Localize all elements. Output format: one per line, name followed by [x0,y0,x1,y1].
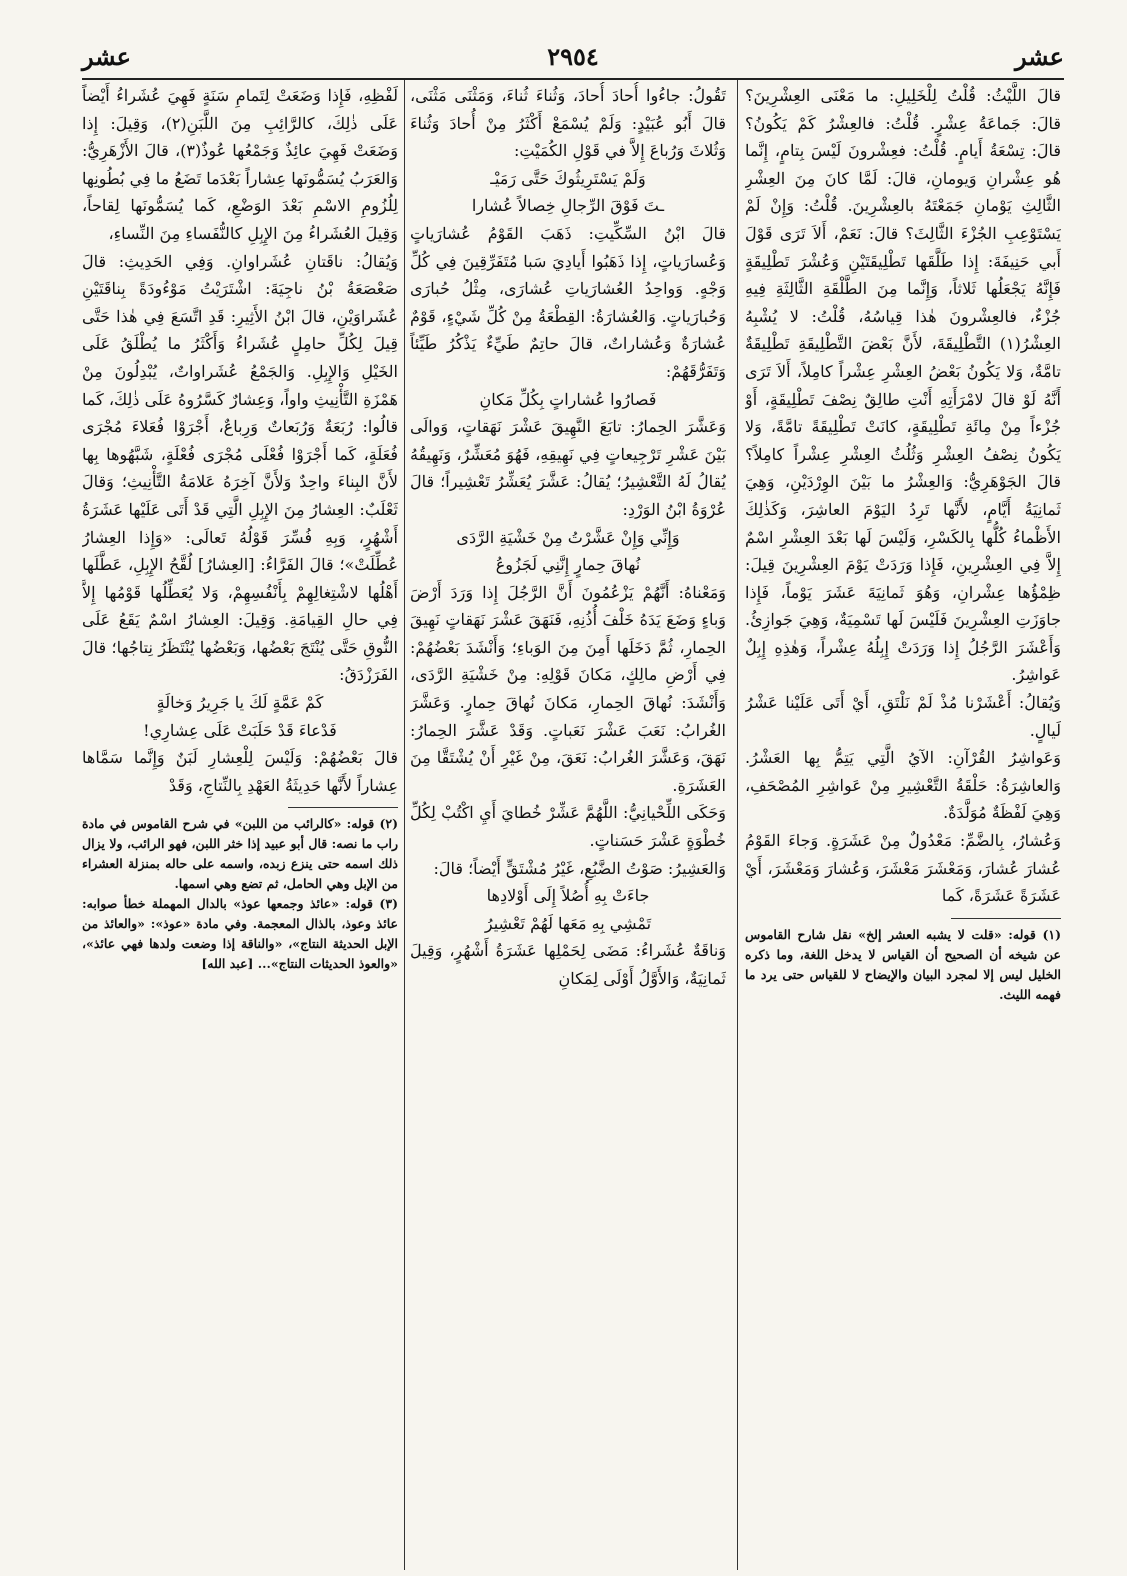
column-divider-right [737,80,738,1570]
footnote-rule [288,807,398,808]
paragraph: وَحَكَى اللِّحْيانِيُّ: اللَّهُمَّ عَشِّرْ خُطايَ أَيِ اكْتُبْ لِكُلِّ خُطْوَةٍ عَشْرَ حَسَناتٍ. [410,803,726,851]
paragraph: تَقُولُ: جاءُوا أُحادَ أُحادَ، وَثُناءَ ثُناءَ، وَمَثْنَى مَثْنَى، قالَ أَبُو عُبَيْدٍ: وَلَمْ يُسْمَعْ أَكْثَرُ مِنْ أُحادَ وَثُناءَ وَثُلاثَ وَرُباعَ إِلاَّ في قَوْلِ الكُمَيْتِ: [410,86,726,161]
paragraph: قالَ ابْنُ السِّكِّيتِ: ذَهَبَ القَوْمُ عُشارَياتٍ وَعُسارَياتٍ، إِذا ذَهَبُوا أَيادِيَ سَبا مُتَفَرِّقِينَ فِي كُلِّ وَجْهٍ. وَواحِدُ العُشارَياتِ عُشارَى، مِثْلُ حُبارَى وَحُبارَياتٍ. وَالعُشارَةُ: القِطْعَةُ مِنْ كُلِّ شَيْءٍ، قَوْمٌ عُشارَةٌ وَعُشاراتٌ، قالَ حاتِمٌ طَيِّءٌ يَذْكُرُ طَيِّئاً وَتَفَرُّقَهُمْ: [410,223,726,381]
paragraph: قالَ بَعْضُهُمْ: وَلَيْسَ لِلْعِشارِ لَبَنٌ وَإِنَّما سَمَّاها عِشاراً لأَنَّها حَدِيثَةُ العَهْدِ بِالنِّتاجِ، وَقَدْ [82,748,398,795]
paragraph: وَالعَشِيرُ: صَوْتُ الضَّبُعِ، غَيْرُ مُشْتَقٍّ أَيْضاً؛ قالَ: [433,858,726,878]
paragraph: وَعَواشِرُ القُرْآنِ: الآيُ الَّتِي يَتِمُّ بِها العَشْرُ. وَالعاشِرَةُ: حَلْقَةُ التَّعْشِيرِ مِنْ عَواشِرِ المُصْحَفِ، وَهِيَ لَفْظَةٌ مُوَلَّدَةٌ. [745,748,1061,823]
column-right [745,82,1061,1566]
paragraph: وَعَشَّرَ الحِمارُ: تابَعَ النَّهِيقَ عَشْرَ نَهَقاتٍ، وَوالَى بَيْنَ عَشْرِ تَرْجِيعاتٍ فِي نَهِيقِهِ، فَهُوَ مُعَشِّرٌ، وَنَهِيقُهُ يُقالُ لَهُ التَّعْشِيرُ؛ يُقالُ: عَشَّرَ يُعَشِّرُ تَعْشِيراً؛ قالَ عُرْوَةُ ابْنُ الوَرْدِ: [410,417,726,519]
verse-line: وَلَمْ يَسْتَرِيثُوكَ حَتَّى رَمَيْـ [490,168,646,188]
page-number: ٢٩٥٤ [547,42,599,71]
footnote: (٣) قوله: «عائذ وجمعها عوذ» بالدال المهملة خطأ صوابه: عائذ وعوذ، بالذال المعجمة. وفي مادة «عوذ»: «والعائذ من الإبل الحديثة النتاج»، «والناقة إذا وضعت ولدها فهي عائذ»، «والعوذ الحديثات النتاج»... [عبد الله] [82,896,398,972]
paragraph: وَيُقالُ: أَعْشَرْنا مُذْ لَمْ نَلْتَقِ، أَيْ أَتَى عَلَيْنا عَشْرُ لَيالٍ. [745,693,1061,740]
footnote: (٢) قوله: «كالرائب من اللبن» في شرح القاموس في مادة راب ما نصه: قال أبو عبيد إذا خثر اللبن، فهو الرائب، ولا يزال ذلك اسمه حتى ينزع زبده، واسمه على حاله بمنزلة العشراء من الإبل وهي الحامل، ثم تضع وهي اسمها. [82,816,398,892]
paragraph: لَفْظِهِ، فَإِذا وَضَعَتْ لِتَمامِ سَنَةٍ فَهِيَ عُشَراءُ أَيْضاً عَلَى ذٰلِكَ، كالرَّائِبِ مِنَ اللَّبَنِ(٢)، وَقِيلَ: إِذا وَضَعَتْ فَهِيَ عائِذٌ وَجَمْعُها عُوذٌ(٣)، قالَ الأَزْهَرِيُّ: وَالعَرَبُ يُسَمُّونَها عِشاراً بَعْدَما تَضَعُ ما فِي بُطُونِها لِلُزُومِ الاسْمِ بَعْدَ الوَضْعِ، كَما يُسَمُّونَها لِقاحاً، وَقِيلَ العُشَراءُ مِنَ الإِبِلِ كالنُّفَساءِ مِنَ النِّساءِ، [82,86,398,243]
footnote-rule [951,918,1061,919]
column-middle [410,82,726,1566]
header-keyword-right: عشر [1015,42,1064,71]
verse-line: وَإِنِّي وَإِنْ عَشَّرْتُ مِنْ خَشْيَةِ الرَّدَى [456,527,680,547]
column-left [82,82,398,1566]
paragraph: وَعُشارُ، بِالضَّمِّ: مَعْدُولٌ مِنْ عَشَرَةٍ. وَجاءَ القَوْمُ عُشارَ عُشارَ، وَمَعْشَرَ مَعْشَرَ، وَعُشارَ وَمَعْشَرَ، أَيْ عَشَرَةً عَشَرَةً، كَما [745,831,1061,906]
verse-line: فَدْعاءَ قَدْ حَلَبَتْ عَلَى عِشارِي! [143,720,337,740]
header-keyword-left: عشر [82,42,131,71]
column-divider-left [404,80,405,1570]
verse-line: كَمْ عَمَّةٍ لَكَ يا جَرِيرُ وَخالَةٍ [156,693,324,713]
header-rule [82,78,1064,80]
paragraph: وَناقَةٌ عُشَراءُ: مَضَى لِحَمْلِها عَشَرَةُ أَشْهُرٍ، وَقِيلَ ثَمانِيَةٌ، وَالأَوَّلُ أَوْلَى لِمَكانِ [410,941,726,988]
verse-line: فَصارُوا عُشاراتٍ بِكُلِّ مَكانِ [479,389,657,409]
paragraph: قالَ اللَّيْثُ: قُلْتُ لِلْخَلِيلِ: ما مَعْنَى العِشْرِينَ؟ قالَ: جَماعَةُ عِشْرٍ. قُلْتُ: فالعِشْرُ كَمْ يَكُونُ؟ قالَ: تِسْعَةُ أَيامٍ. قُلْتُ: فعِشْرونَ لَيْسَ بِتامٍ، إِنَّما هُو عِشْرانِ وَيومانِ، قالَ: لَمَّا كانَ مِنَ العِشْرِ الثَّالِثِ يَوْمانِ جَمَعْتَهُ بالعِشْرِينَ. قُلْتُ: وَإِنْ لَمْ يَسْتَوْعِبِ الجُزْءَ الثَّالِثَ؟ قالَ: نَعَمْ، أَلاَ تَرَى قَوْلَ أَبي حَنِيفَةَ: إِذا طَلَّقَها تَطْلِيقَتَيْنِ وَعُشْرَ تَطْلِيقَةٍ فَإِنَّهُ يَجْعَلُها ثَلاثاً، وَإِنَّما مِنَ الطَّلْقَةِ الثَّالِثَةِ فِيهِ جُزْءٌ، فالعِشْرونَ هٰذا قِياسُهُ، قُلْتُ: لا يُشْبِهُ العِشْرُ(١) التَّطْلِيقَةَ، لأَنَّ بَعْضَ التَّطْلِيقَةِ تَطْلِيقَةٌ تامَّةٌ، وَلا يَكُونُ بَعْضُ العِشْرِ عِشْراً كامِلاً، أَلاَ تَرَى أَنَّهُ لَوْ قالَ لامْرَأَتِهِ أَنْتِ طالِقٌ نِصْفَ تَطْلِيقَةٍ، أَوْ جُزْءاً مِنْ مِائَةِ تَطْلِيقَةٍ، كانَتْ تَطْلِيقَةً تامَّةً، وَلا يَكُونُ نِصْفُ العِشْرِ وَثُلُثُ العِشْرِ عِشْراً كامِلاً؟ قالَ الجَوْهَرِيُّ: وَالعِشْرُ ما بَيْنَ الوِرْدَيْنِ، وَهِيَ ثَمانِيَةُ أَيَّامٍ، لأَنَّها تَرِدُ اليَوْمَ العاشِرَ، وَكَذٰلِكَ الأَظْماءُ كُلُّها بِالكَسْرِ، وَلَيْسَ لَها بَعْدَ العِشْرِ اسْمٌ إِلاَّ فِي العِشْرِينِ، فَإِذا وَرَدَتْ يَوْمَ العِشْرِينَ قِيلَ: ظِمْؤُها عِشْرانِ، وَهُوَ ثَمانِيَةَ عَشَرَ يَوْماً، فَإِذا جاوَزَتِ العِشْرِينَ فَلَيْسَ لَها تَسْمِيَةٌ، وَهِيَ جَوازِئُ. وَأَعْشَرَ الرَّجُلُ إِذا وَرَدَتْ إِبِلُهُ عِشْراً، وَهٰذِهِ إِبِلٌ عَواشِرُ. [745,86,1061,685]
paragraph: وَيُقالُ: ناقَتانِ عُشَراوانِ. وَفِي الحَدِيثِ: قالَ صَعْصَعَةُ بْنُ ناجِيَةَ: اشْتَرَيْتُ مَوْءُودَةً بِناقَتَيْنِ عُشَراوَيْنِ، قالَ ابْنُ الأَثِيرِ: قَدِ اتَّسَعَ فِي هٰذا حَتَّى قِيلَ لِكُلِّ حامِلٍ عُشَراءُ وَأَكْثَرُ ما يُطْلَقُ عَلَى الخَيْلِ وَالإِبِلِ. وَالجَمْعُ عُشَراواتٌ، يُبْدِلُونَ مِنْ هَمْزَةِ التَّأْنِيثِ واواً، وَعِشارٌ كَسَّرُوهُ عَلَى ذٰلِكَ، كَما قالُوا: رُبَعَةٌ وَرُبَعاتٌ وَرِباعٌ، أَجْرَوْا فُعَلاءَ مُجْرَى فُعَلَةٍ، كَما أَجْرَوْا فُعْلَى مُجْرَى فُعْلَةٍ، شَبَّهُوها بِها لأَنَّ البِناءَ واحِدٌ وَلأَنَّ آخِرَهُ عَلامَةُ التَّأْنِيثِ؛ وَقالَ ثَعْلَبٌ: العِشارُ مِنَ الإِبِلِ الَّتِي قَدْ أَتَى عَلَيْها عَشَرَةُ أَشْهُرٍ، وَبِهِ فُسِّرَ قَوْلُهُ تَعالَى: «وَإِذا العِشارُ عُطِّلَتْ»؛ قالَ الفَرَّاءُ: [العِشارُ] لُقَّحُ الإِبِلِ، عَطَّلَها أَهْلُها لاشْتِغالِهِمْ بِأَنْفُسِهِمْ، وَلا يُعَطِّلُها قَوْمُها إِلاَّ فِي حالِ القِيامَةِ. وَقِيلَ: العِشارُ اسْمٌ يَقَعُ عَلَى النُّوقِ حَتَّى يُنْتَجَ بَعْضُها، وَبَعْضُها يُنْتَظَرُ نِتاجُها؛ قالَ الفَرَزْدَقُ: [82,251,398,685]
footnote: (١) قوله: «قلت لا يشبه العشر إلخ» نقل شارح القاموس عن شيخه أن الصحيح أن القياس لا يدخل اللغة، وما ذكره الخليل ليس إلا لمجرد البيان والإيضاح لا للقياس حتى يرد ما فهمه الليث. [745,926,1061,1002]
verse-line: جاءَتْ بِهِ أُصُلاً إِلَى أَوْلادِها [486,886,650,906]
verse-line: ـتَ فَوْقَ الرِّجالِ خِصالاً عُشارا [471,196,665,216]
verse-line: نُهاقَ حِمارٍ إِنَّنِي لَجَزُوعُ [495,555,641,575]
paragraph: وَمَعْناهُ: أَنَّهُمْ يَزْعُمُونَ أَنَّ الرَّجُلَ إِذا وَرَدَ أَرْضَ وَباءٍ وَضَعَ يَدَهُ خَلْفَ أُذُنِهِ، فَنَهَقَ عَشْرَ نَهَقاتٍ نَهِيقَ الحِمارِ، ثُمَّ دَخَلَها أَمِنَ مِنَ الوَباءِ؛ وَأَنْشَدَ بَعْضُهُمْ: فِي أَرْضِ مالِكٍ، مَكانَ قَوْلِهِ: مِنْ خَشْيَةِ الرَّدَى، وَأَنْشَدَ: نُهاقَ الحِمارِ، مَكانَ نُهاقَ حِمارٍ. وَعَشَّرَ الغُرابُ: نَعَبَ عَشْرَ نَعَباتٍ. وَقَدْ عَشَّرَ الحِمارُ: نَهَقَ، وَعَشَّرَ الغُرابُ: نَعَقَ، مِنْ غَيْرِ أَنْ يُشْتَقَّا مِنَ العَشَرَةِ. [410,582,726,795]
page-header [82,38,1064,78]
verse-line: تَمْشِي بِهِ مَعَها لَهُمْ تَعْشِيرُ [484,913,652,933]
